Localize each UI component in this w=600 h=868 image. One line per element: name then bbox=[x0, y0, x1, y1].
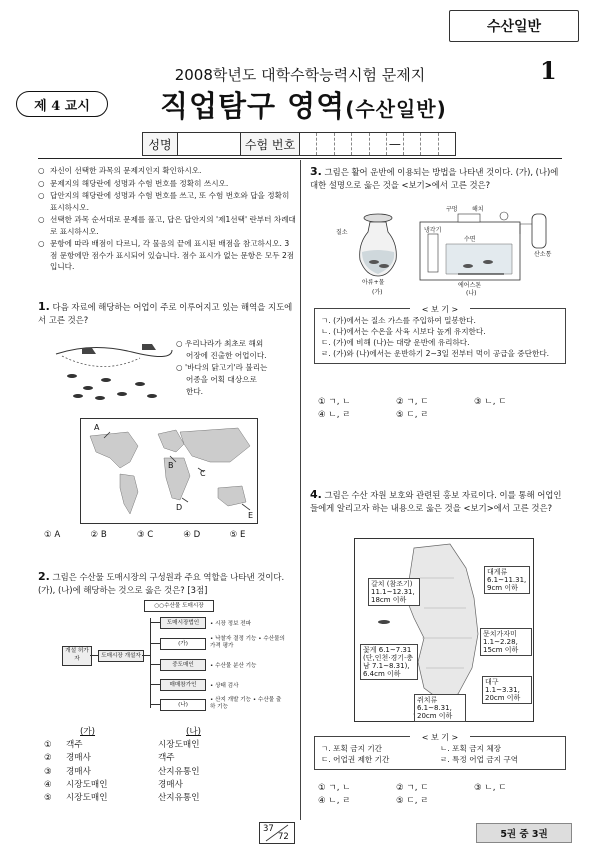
subject-tag: 수산일반 bbox=[449, 10, 579, 42]
svg-text:냉각기: 냉각기 bbox=[424, 227, 442, 234]
q3-choice[interactable]: ④ ㄴ, ㄹ bbox=[318, 410, 351, 420]
exam-number-cell[interactable] bbox=[439, 133, 455, 155]
q2-text: 그림은 수산물 도매시장의 구성원과 주요 역할을 나타낸 것이다. (가), (나)에 해당하는 것으로 옳은 것은? [3점] bbox=[38, 572, 285, 595]
candidate-info-bar bbox=[142, 132, 456, 156]
q2-table-header: (가) (나) bbox=[80, 727, 202, 737]
q2-choice-row[interactable]: ④ 시장도매인 경매사 bbox=[44, 779, 183, 790]
diagram-opener: 도매시장 개설자 bbox=[98, 650, 144, 662]
name-label: 성명 bbox=[143, 133, 178, 155]
diagram-note: • 상태 검사 bbox=[210, 683, 239, 689]
q4-map-note: 대게류 6.1~11.31, 9cm 이하 bbox=[484, 566, 530, 594]
exam-number-cell[interactable] bbox=[335, 133, 352, 155]
page-total: 72 bbox=[278, 832, 289, 842]
q3-choices bbox=[318, 396, 552, 422]
map-label-b: B bbox=[168, 461, 174, 470]
svg-text:(나): (나) bbox=[466, 290, 477, 296]
map-label-d: D bbox=[176, 503, 183, 512]
map-label-e: E bbox=[248, 511, 254, 520]
diagram-note: • 수산물 분산 기능 bbox=[210, 663, 257, 669]
q2-choice-row[interactable]: ① 객주 시장도매인 bbox=[44, 740, 200, 751]
svg-text:(가): (가) bbox=[372, 289, 383, 296]
q3-choice[interactable]: ⑤ ㄷ, ㄹ bbox=[396, 410, 429, 420]
column-divider bbox=[300, 160, 301, 820]
q1-number: 1. bbox=[38, 300, 50, 313]
instructions bbox=[38, 165, 296, 274]
instruction-bullet: ○ bbox=[38, 166, 45, 175]
instruction-item: ○ 문항에 따라 배점이 다르니, 각 물음의 끝에 표시된 배점을 참고하시오. 3점 문항에만 점수가 표시되어 있습니다. 점수 표시가 없는 문항은 모두 2점입니다. bbox=[38, 239, 295, 271]
q3-text: 그림은 활어 운반에 이용되는 방법을 나타낸 것이다. (가), (나)에 대한 설명으로 옳은 것을 <보기>에서 고른 것은? bbox=[310, 167, 559, 190]
area-title-subject: (수산일반) bbox=[345, 97, 447, 121]
diagram-node: 도매시장법인 bbox=[160, 617, 206, 629]
svg-text:해치: 해치 bbox=[472, 206, 484, 213]
q1-choice[interactable]: ⑤ E bbox=[229, 530, 246, 540]
page-current: 37 bbox=[263, 824, 274, 834]
period-badge: 제 4 교시 bbox=[16, 91, 108, 117]
q4-stem bbox=[310, 488, 564, 515]
svg-text:수면: 수면 bbox=[464, 236, 476, 243]
instruction-item: ○ 선택한 과목 순서대로 문제를 풀고, 답은 답안지의 '제1선택' 란부터 차례대로 표시하시오. bbox=[38, 215, 296, 236]
diagram-node: 매매참가인 bbox=[160, 679, 206, 691]
q3-stem bbox=[310, 165, 564, 192]
exam-number-cell[interactable] bbox=[404, 133, 421, 155]
q1-choice[interactable]: ② B bbox=[90, 530, 107, 540]
q3-bogi-item: ㄹ. (가)와 (나)에서는 운반하기 2~3일 전부터 먹이 공급을 중단한다. bbox=[321, 349, 550, 358]
q1-choice[interactable]: ③ C bbox=[136, 530, 154, 540]
map-label-c: C bbox=[200, 469, 206, 478]
instruction-bullet: ○ bbox=[38, 178, 45, 188]
q2-choice-row[interactable]: ③ 경매사 산지유통인 bbox=[44, 766, 200, 777]
q4-number: 4. bbox=[310, 488, 322, 501]
exam-title: 2008학년도 대학수학능력시험 문제지 bbox=[174, 66, 426, 84]
diagram-note: • 산지 개발 기능 • 수산물 출하 기능 bbox=[210, 697, 282, 710]
svg-text:구멍: 구멍 bbox=[446, 206, 458, 213]
q4-bogi-item: ㄹ. 특정 어업 금지 구역 bbox=[440, 755, 519, 764]
q3-choice[interactable]: ② ㄱ, ㄷ bbox=[396, 397, 429, 407]
instruction-item: ○ 답안지의 해당란에 성명과 수험 번호를 쓰고, 또 수험 번호와 답을 정확히 표시하시오. bbox=[38, 191, 290, 212]
q4-map-note: 갈치 (참조기) 11.1~12.31, 18cm 이하 bbox=[368, 578, 420, 606]
diagram-note: • 낙찰자 결정 기능 • 수산물의 가격 평가 bbox=[210, 636, 285, 649]
q2-diagram bbox=[60, 600, 286, 718]
q4-map-note: 대구 1.1~3.31, 20cm 이하 bbox=[482, 676, 532, 704]
q3-bogi-item: ㄷ. (가)에 비해 (나)는 대량 운반에 유리하다. bbox=[321, 338, 470, 347]
diagram-note: • 시장 정보 전파 bbox=[210, 621, 252, 627]
page-slash bbox=[260, 823, 294, 843]
exam-number-label: 수험 번호 bbox=[241, 133, 300, 155]
q1-choices bbox=[44, 530, 276, 540]
q1-world-map bbox=[80, 418, 258, 524]
instruction-bullet: ○ bbox=[38, 215, 45, 224]
q4-text: 그림은 수산 자원 보호와 관련된 홍보 자료이다. 이를 통해 어업인들에게 알리고자 하는 내용으로 옳은 것을 <보기>에서 고른 것은? bbox=[310, 490, 562, 513]
exam-number-cell[interactable] bbox=[370, 133, 387, 155]
q1-choice[interactable]: ① A bbox=[44, 530, 61, 540]
q4-choice[interactable]: ⑤ ㄷ, ㄹ bbox=[396, 796, 429, 806]
q2-stem bbox=[38, 570, 296, 597]
q4-bogi-item: ㄴ. 포획 금지 체장 bbox=[440, 744, 502, 753]
diagram-licenser: 개설 허가자 bbox=[62, 646, 92, 666]
q2-number: 2. bbox=[38, 570, 50, 583]
page-number: 1 bbox=[540, 56, 557, 85]
q3-bogi-title: < 보 기 > bbox=[410, 304, 470, 315]
instruction-bullet: ○ bbox=[38, 239, 45, 248]
q2-choice-row[interactable]: ⑤ 시장도매인 산지유통인 bbox=[44, 793, 200, 804]
fishing-illustration bbox=[52, 336, 174, 406]
q4-map-note: 꽃게 6.1~7.31 (단,인천·경기·충남 7.1~8.31), 6.4cm 이하 bbox=[360, 644, 418, 680]
q4-choice[interactable]: ① ㄱ, ㄴ bbox=[318, 783, 351, 793]
q3-number: 3. bbox=[310, 165, 322, 178]
q3-choice[interactable]: ③ ㄴ, ㄷ bbox=[474, 397, 507, 407]
q4-choice[interactable]: ② ㄱ, ㄷ bbox=[396, 783, 429, 793]
q1-choice[interactable]: ④ D bbox=[183, 530, 201, 540]
q2-answer-table bbox=[44, 726, 274, 805]
q3-transport-figure bbox=[336, 204, 560, 296]
volume-badge: 5권 중 3권 bbox=[476, 823, 572, 843]
q4-choice[interactable]: ③ ㄴ, ㄷ bbox=[474, 783, 507, 793]
svg-text:에어스톤: 에어스톤 bbox=[458, 282, 482, 289]
q2-choice-row[interactable]: ② 경매사 객주 bbox=[44, 753, 175, 764]
exam-number-cell[interactable] bbox=[300, 133, 317, 155]
instruction-bullet: ○ bbox=[38, 191, 45, 200]
q4-bogi-item: ㄱ. 포획 금지 기간 bbox=[321, 744, 383, 753]
area-title bbox=[160, 84, 447, 125]
q3-bogi-item: ㄴ. (나)에서는 수온을 사육 시보다 높게 유지한다. bbox=[321, 327, 486, 336]
header-rule bbox=[38, 158, 562, 159]
exam-number-cell[interactable] bbox=[421, 133, 438, 155]
diagram-node: (나) bbox=[160, 699, 206, 711]
instruction-item: ○ 자신이 선택한 과목의 문제지인지 확인하시오. bbox=[38, 166, 202, 175]
exam-number-cell[interactable] bbox=[352, 133, 369, 155]
q4-bogi-item: ㄷ. 어업권 제한 기간 bbox=[321, 755, 390, 764]
page-counter bbox=[259, 822, 295, 844]
map-label-a: A bbox=[94, 423, 100, 432]
name-field[interactable] bbox=[178, 133, 241, 155]
q4-choices bbox=[318, 782, 552, 808]
svg-text:아류+물: 아류+물 bbox=[362, 279, 385, 286]
q4-bogi-title: < 보 기 > bbox=[410, 732, 470, 743]
svg-text:질소: 질소 bbox=[336, 229, 348, 236]
diagram-node: (가) bbox=[160, 638, 206, 650]
area-title-main: 직업탐구 영역 bbox=[160, 89, 346, 123]
q4-bogi-box bbox=[314, 733, 566, 770]
exam-number-dash: — bbox=[387, 133, 404, 155]
instruction-item: ○ 문제지의 해당란에 성명과 수험 번호를 정확히 쓰시오. bbox=[38, 178, 229, 188]
q3-bogi-box bbox=[314, 305, 566, 364]
q1-stem bbox=[38, 300, 296, 327]
diagram-market: ○○수산물 도매시장 bbox=[144, 600, 214, 612]
q3-bogi-item: ㄱ. (가)에서는 질소 가스를 주입하여 밀봉한다. bbox=[321, 316, 476, 325]
q1-info-box: ○ 우리나라가 최초로 해외 어장에 진출한 어업이다. ○ '바다의 닭고기'라 불리는 어종을 어획 대상으로 한다. bbox=[176, 339, 268, 396]
q4-map-note: 문치가자미 1.1~2.28, 15cm 이하 bbox=[480, 628, 532, 656]
svg-text:산소통: 산소통 bbox=[534, 251, 552, 258]
diagram-node: 중도매인 bbox=[160, 659, 206, 671]
q4-map-note: 쥐치류 6.1~8.31, 20cm 이하 bbox=[414, 694, 466, 722]
q4-choice[interactable]: ④ ㄴ, ㄹ bbox=[318, 796, 351, 806]
exam-number-cell[interactable] bbox=[317, 133, 334, 155]
q3-choice[interactable]: ① ㄱ, ㄴ bbox=[318, 397, 351, 407]
q1-text: 다음 자료에 해당하는 어업이 주로 이루어지고 있는 해역을 지도에서 고른 것은? bbox=[38, 302, 293, 325]
